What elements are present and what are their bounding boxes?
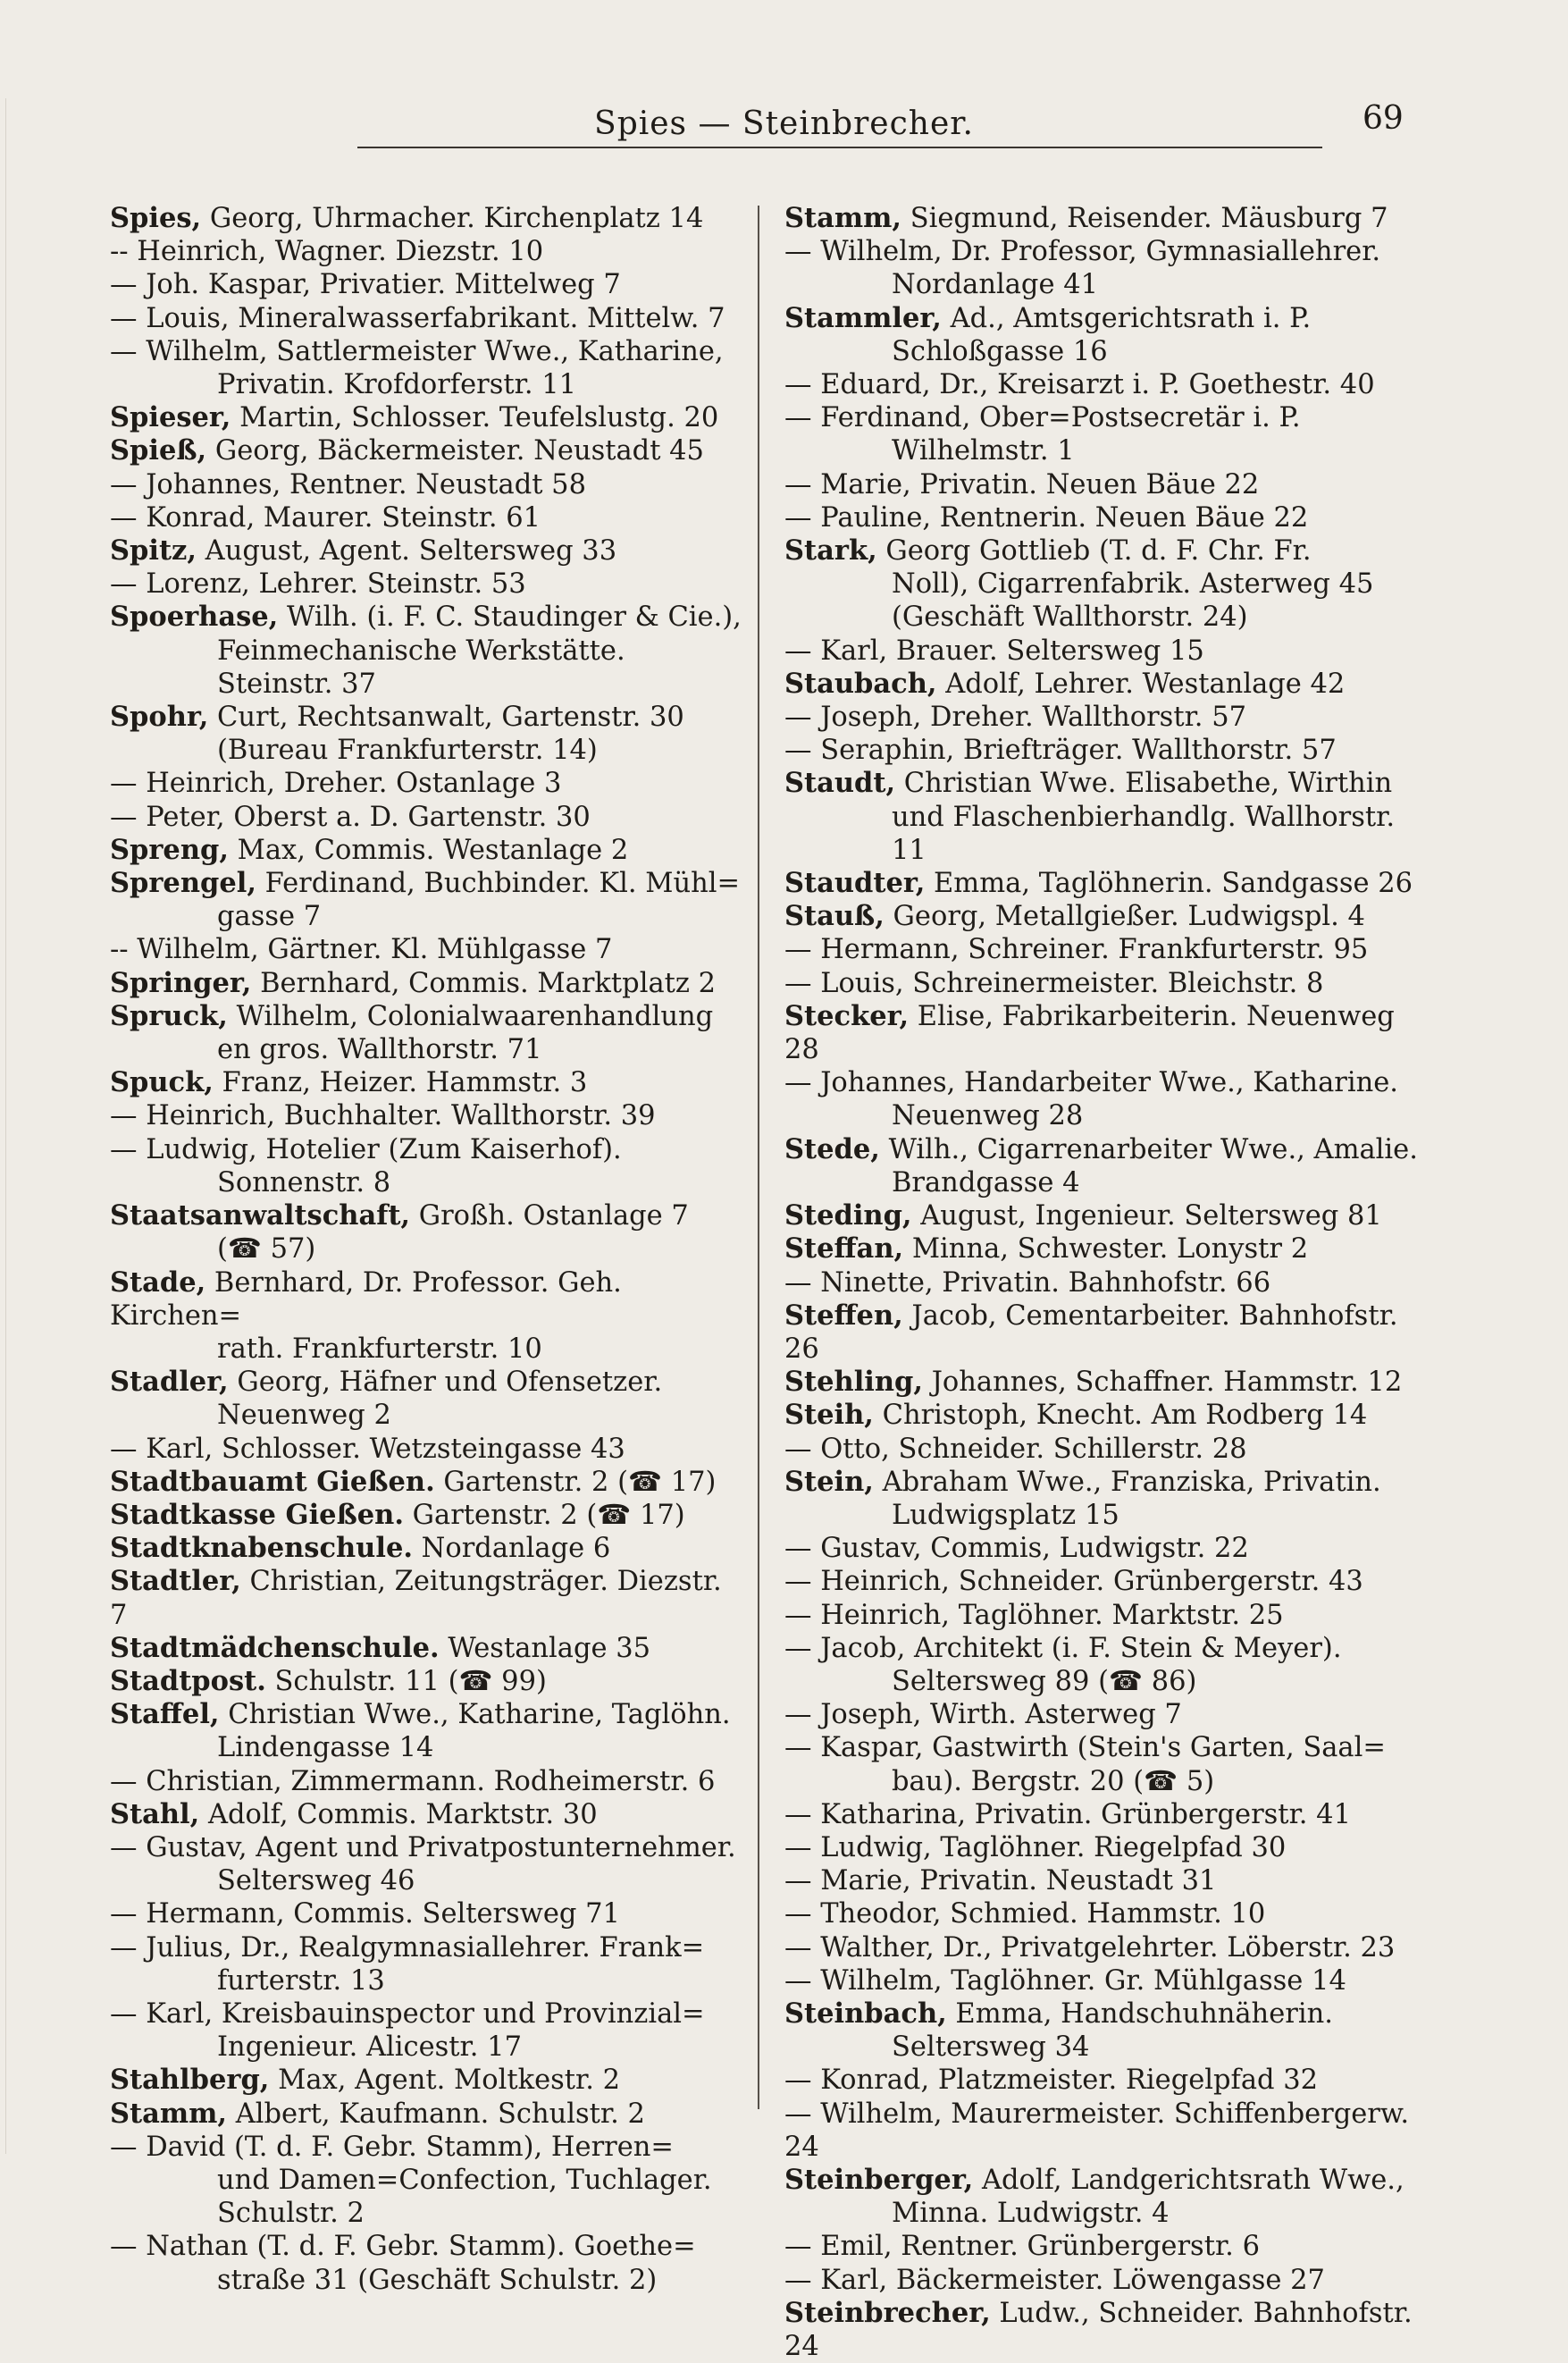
directory-entry	[784, 1532, 1419, 1565]
entry-name: Stadtbauamt Gießen.	[110, 1465, 435, 1498]
directory-entry	[110, 1997, 744, 2064]
entry-text: — Heinrich, Dreher. Ostanlage 3	[110, 768, 562, 800]
entry-text: Siegmund, Reisender. Mäusburg 7	[901, 203, 1388, 234]
entry-name: Spuck,	[110, 1066, 214, 1099]
entry-text: Ludw., Schneider. Bahnhofstr. 24	[784, 2297, 1413, 2362]
directory-entry	[110, 1532, 744, 1565]
entry-name: Spitz,	[110, 534, 197, 568]
page-number: 69	[1363, 100, 1404, 137]
entry-name: Stark,	[784, 534, 877, 568]
directory-entry	[784, 1897, 1419, 1930]
entry-text: — Johannes, Handarbeiter Wwe., Katharine.	[784, 1067, 1398, 1099]
directory-entry	[784, 2098, 1419, 2164]
entry-text: — Eduard, Dr., Kreisarzt i. P. Goethestr. 40	[784, 369, 1375, 401]
directory-entry	[110, 335, 744, 401]
entry-continuation: Noll), Cigarrenfabrik. Asterweg 45	[892, 568, 1374, 601]
entry-text: Westanlage 35	[439, 1632, 651, 1664]
entry-name: Steffen,	[784, 1299, 903, 1332]
entry-continuation: rath. Frankfurterstr. 10	[217, 1333, 542, 1365]
entry-text: — David (T. d. F. Gebr. Stamm), Herren=	[110, 2131, 674, 2163]
entry-name: Staubach,	[784, 667, 937, 700]
directory-entry	[784, 202, 1419, 235]
header-rule	[357, 147, 1322, 148]
entry-name: Staffel,	[110, 1698, 220, 1731]
entry-text: Gartenstr. 2 (☎ 17)	[403, 1499, 685, 1531]
directory-entry	[110, 1698, 744, 1764]
entry-text: — Ludwig, Taglöhner. Riegelpfad 30	[784, 1831, 1287, 1863]
entry-text: Christian Wwe. Elisabethe, Wirthin	[895, 768, 1393, 800]
entry-continuation: bau). Bergstr. 20 (☎ 5)	[892, 1765, 1215, 1797]
right-column	[784, 202, 1419, 2363]
directory-entry	[784, 867, 1419, 900]
entry-text: Franz, Heizer. Hammstr. 3	[213, 1067, 588, 1099]
entry-text: Emma, Handschuhnäherin.	[946, 1997, 1333, 2030]
column-divider	[758, 206, 759, 2109]
entry-text: — Joseph, Wirth. Asterweg 7	[784, 1699, 1182, 1731]
directory-entry	[110, 1000, 744, 1066]
entry-text: — Johannes, Rentner. Neustadt 58	[110, 468, 586, 500]
entry-text: Martin, Schlosser. Teufelslustg. 20	[231, 402, 719, 434]
directory-entry	[110, 468, 744, 501]
entry-name: Spoerhase,	[110, 601, 279, 634]
entry-text: — Karl, Brauer. Seltersweg 15	[784, 635, 1204, 667]
entry-text: Nordanlage 6	[412, 1533, 611, 1565]
directory-entry	[784, 1399, 1419, 1432]
directory-entry	[110, 834, 744, 867]
directory-entry	[784, 1698, 1419, 1731]
entry-text: August, Ingenieur. Seltersweg 81	[911, 1200, 1382, 1232]
entry-text: — Walther, Dr., Privatgelehrter. Löberstr. 23	[784, 1931, 1396, 1964]
entry-text: Christoph, Knecht. Am Rodberg 14	[873, 1400, 1368, 1432]
page-edge-shadow	[5, 98, 26, 2154]
entry-text: — Joh. Kaspar, Privatier. Mittelweg 7	[110, 269, 621, 301]
directory-entry	[110, 534, 744, 568]
entry-text: — Wilhelm, Taglöhner. Gr. Mühlgasse 14	[784, 1964, 1346, 1997]
directory-entry	[784, 1599, 1419, 1632]
directory-entry	[784, 1964, 1419, 1997]
directory-entry	[784, 635, 1419, 668]
directory-entry	[110, 967, 744, 1000]
entry-text: — Marie, Privatin. Neuen Bäue 22	[784, 468, 1260, 500]
entry-continuation: Lindengasse 14	[217, 1732, 434, 1764]
entry-name: Stadtmädchenschule.	[110, 1631, 440, 1664]
entry-text: — Christian, Zimmermann. Rodheimerstr. 6	[110, 1765, 716, 1797]
entry-continuation: Feinmechanische Werkstätte. Steinstr. 37	[217, 635, 625, 700]
entry-continuation: (Geschäft Wallthorstr. 24)	[892, 601, 1248, 634]
entry-text: Adolf, Commis. Marktstr. 30	[199, 1798, 598, 1830]
directory-entry	[110, 302, 744, 335]
directory-entry	[110, 1565, 744, 1631]
directory-entry	[784, 2064, 1419, 2097]
entry-continuation: Seltersweg 34	[892, 2031, 1090, 2064]
directory-entry	[784, 302, 1419, 368]
directory-entry	[110, 1831, 744, 1897]
directory-entry	[110, 1266, 744, 1367]
directory-entry	[110, 2098, 744, 2131]
directory-entry	[784, 401, 1419, 467]
directory-entry	[784, 2164, 1419, 2230]
entry-text: — Wilhelm, Maurermeister. Schiffenbergerw. 24	[784, 2098, 1410, 2163]
entry-text: Wilh., Cigarrenarbeiter Wwe., Amalie.	[879, 1133, 1418, 1165]
directory-entry	[784, 468, 1419, 501]
entry-text: Gartenstr. 2 (☎ 17)	[434, 1466, 717, 1498]
entry-name: Stahlberg,	[110, 2064, 270, 2097]
entry-text: — Nathan (T. d. F. Gebr. Stamm). Goethe=	[110, 2231, 696, 2263]
entry-name: Stahl,	[110, 1797, 200, 1830]
directory-entry	[784, 368, 1419, 401]
entry-text: Johannes, Schaffner. Hammstr. 12	[923, 1367, 1403, 1399]
directory-entry	[784, 734, 1419, 767]
entry-text: -- Wilhelm, Gärtner. Kl. Mühlgasse 7	[110, 934, 613, 966]
directory-entry	[784, 900, 1419, 933]
entry-name: Steinbach,	[784, 1997, 947, 2030]
directory-entry	[110, 501, 744, 534]
directory-entry	[784, 1997, 1419, 2064]
directory-entry	[784, 1232, 1419, 1266]
entry-continuation: en gros. Wallthorstr. 71	[217, 1034, 542, 1066]
entry-name: Stamm,	[784, 202, 902, 234]
directory-entry	[784, 1466, 1419, 1532]
directory-entry	[784, 668, 1419, 701]
entry-text: — Kaspar, Gastwirth (Stein's Garten, Saal=	[784, 1732, 1386, 1764]
directory-entry	[784, 701, 1419, 734]
entry-text: August, Agent. Seltersweg 33	[196, 535, 617, 568]
entry-text: Georg, Bäckermeister. Neustadt 45	[206, 435, 704, 467]
entry-continuation: Schulstr. 2	[217, 2198, 365, 2230]
directory-entry	[110, 1798, 744, 1831]
directory-entry	[110, 1433, 744, 1466]
entry-text: — Karl, Kreisbauinspector und Provinzial=	[110, 1997, 705, 2030]
entry-name: Spruck,	[110, 999, 228, 1032]
directory-entry	[784, 1931, 1419, 1964]
directory-entry	[784, 1831, 1419, 1864]
entry-continuation: Neuenweg 28	[892, 1100, 1084, 1132]
entry-name: Stede,	[784, 1132, 880, 1165]
entry-text: — Heinrich, Taglöhner. Marktstr. 25	[784, 1599, 1284, 1631]
directory-entry	[110, 1499, 744, 1532]
entry-text: — Seraphin, Briefträger. Wallthorstr. 57	[784, 735, 1337, 767]
entry-continuation: Wilhelmstr. 1	[892, 435, 1075, 467]
entry-name: Stecker,	[784, 999, 910, 1032]
entry-continuation: (☎ 57)	[217, 1233, 316, 1266]
entry-continuation: und Flaschenbierhandlg. Wallhorstr. 11	[892, 801, 1396, 866]
entry-text: — Ferdinand, Ober=Postsecretär i. P.	[784, 402, 1301, 434]
directory-entry	[784, 2297, 1419, 2363]
directory-entry	[784, 1133, 1419, 1199]
entry-continuation: Nordanlage 41	[892, 269, 1098, 301]
entry-continuation: Seltersweg 46	[217, 1865, 415, 1897]
entry-name: Stehling,	[784, 1366, 923, 1399]
entry-continuation: Minna. Ludwigstr. 4	[892, 2198, 1170, 2230]
entry-name: Stadtknabenschule.	[110, 1532, 413, 1565]
directory-entry	[784, 1731, 1419, 1797]
entry-text: Max, Agent. Moltkestr. 2	[269, 2064, 621, 2097]
directory-entry	[110, 1066, 744, 1099]
entry-name: Spies,	[110, 202, 202, 234]
directory-entry	[110, 1931, 744, 1997]
entry-text: — Otto, Schneider. Schillerstr. 28	[784, 1433, 1247, 1465]
entry-name: Stadler,	[110, 1366, 229, 1399]
entry-continuation: furterstr. 13	[217, 1964, 385, 1997]
entry-text: — Konrad, Platzmeister. Riegelpfad 32	[784, 2064, 1319, 2097]
entry-text: — Ludwig, Hotelier (Zum Kaiserhof).	[110, 1133, 622, 1165]
directory-entry	[784, 1299, 1419, 1366]
entry-text: — Gustav, Commis, Ludwigstr. 22	[784, 1533, 1249, 1565]
entry-text: Jacob, Cementarbeiter. Bahnhofstr. 26	[784, 1299, 1398, 1365]
directory-entry	[784, 1798, 1419, 1831]
entry-text: Emma, Taglöhnerin. Sandgasse 26	[925, 868, 1413, 900]
entry-text: Max, Commis. Westanlage 2	[228, 834, 629, 866]
directory-entry	[110, 2131, 744, 2231]
entry-text: Ad., Amtsgerichtsrath i. P.	[941, 302, 1312, 334]
entry-name: Staudter,	[784, 867, 926, 900]
directory-entry	[110, 1466, 744, 1499]
directory-entry	[110, 933, 744, 966]
entry-text: -- Heinrich, Wagner. Diezstr. 10	[110, 236, 544, 268]
directory-entry	[784, 1565, 1419, 1598]
entry-continuation: und Damen=Confection, Tuchlager.	[217, 2164, 712, 2196]
entry-text: — Pauline, Rentnerin. Neuen Bäue 22	[784, 501, 1309, 534]
directory-entry	[110, 701, 744, 767]
entry-text: — Hermann, Commis. Seltersweg 71	[110, 1898, 620, 1930]
entry-name: Steffan,	[784, 1232, 904, 1266]
directory-entry	[110, 1632, 744, 1665]
directory-entry	[110, 1897, 744, 1930]
entry-name: Steinberger,	[784, 2163, 974, 2196]
entry-name: Steding,	[784, 1199, 912, 1232]
directory-entry	[110, 2064, 744, 2097]
directory-entry	[110, 867, 744, 933]
directory-entry	[110, 1099, 744, 1132]
directory-entry	[784, 1266, 1419, 1299]
left-column	[110, 202, 744, 2297]
directory-entry	[110, 434, 744, 467]
entry-name: Stade,	[110, 1266, 206, 1299]
entry-text: — Karl, Schlosser. Wetzsteingasse 43	[110, 1433, 625, 1465]
entry-name: Stamm,	[110, 2097, 228, 2130]
entry-name: Stadtler,	[110, 1565, 241, 1598]
entry-text: — Louis, Mineralwasserfabrikant. Mittelw. 7	[110, 302, 725, 334]
entry-text: Christian, Zeitungsträger. Diezstr. 7	[110, 1566, 722, 1631]
entry-text: Georg, Häfner und Ofensetzer.	[228, 1367, 663, 1399]
entry-continuation: Schloßgasse 16	[892, 335, 1108, 367]
entry-text: — Heinrich, Schneider. Grünbergerstr. 43	[784, 1566, 1363, 1598]
directory-entry	[110, 601, 744, 701]
entry-text: Abraham Wwe., Franziska, Privatin.	[873, 1466, 1381, 1498]
entry-name: Springer,	[110, 966, 252, 999]
entry-name: Sprengel,	[110, 867, 256, 900]
entry-text: Elise, Fabrikarbeiterin. Neuenweg 28	[784, 1000, 1395, 1066]
entry-name: Steinbrecher,	[784, 2296, 991, 2329]
directory-entry	[784, 967, 1419, 1000]
directory-entry	[110, 767, 744, 800]
directory-entry	[784, 2264, 1419, 2297]
directory-entry	[110, 568, 744, 601]
entry-name: Staatsanwaltschaft,	[110, 1199, 411, 1232]
directory-entry	[784, 235, 1419, 301]
entry-text: — Julius, Dr., Realgymnasiallehrer. Frank=	[110, 1931, 705, 1964]
entry-text: — Joseph, Dreher. Wallthorstr. 57	[784, 702, 1247, 734]
entry-continuation: Seltersweg 89 (☎ 86)	[892, 1665, 1197, 1697]
entry-text: Georg, Metallgießer. Ludwigspl. 4	[884, 901, 1365, 933]
entry-text: Bernhard, Commis. Marktplatz 2	[251, 967, 717, 999]
entry-continuation: (Bureau Frankfurterstr. 14)	[217, 735, 598, 767]
entry-text: Minna, Schwester. Lonystr 2	[903, 1233, 1309, 1266]
directory-entry	[110, 268, 744, 301]
entry-continuation: Sonnenstr. 8	[217, 1166, 391, 1198]
entry-name: Spreng,	[110, 833, 229, 866]
entry-text: Georg, Uhrmacher. Kirchenplatz 14	[201, 203, 704, 234]
entry-name: Spohr,	[110, 701, 209, 734]
entry-text: — Wilhelm, Dr. Professor, Gymnasiallehrer.	[784, 236, 1381, 268]
directory-entry	[110, 2230, 744, 2296]
directory-entry	[110, 202, 744, 235]
directory-entry	[784, 1199, 1419, 1232]
directory-entry	[110, 1199, 744, 1266]
entry-text: Curt, Rechtsanwalt, Gartenstr. 30	[208, 702, 684, 734]
entry-text: Wilh. (i. F. C. Staudinger & Cie.),	[278, 601, 742, 634]
directory-entry	[784, 1066, 1419, 1132]
entry-text: — Katharina, Privatin. Grünbergerstr. 41	[784, 1798, 1351, 1830]
entry-name: Stauß,	[784, 900, 885, 933]
entry-text: Großh. Ostanlage 7	[410, 1200, 689, 1232]
entry-text: — Theodor, Schmied. Hammstr. 10	[784, 1898, 1266, 1930]
directory-entry	[784, 1864, 1419, 1897]
entry-text: — Ninette, Privatin. Bahnhofstr. 66	[784, 1266, 1271, 1299]
entry-text: — Konrad, Maurer. Steinstr. 61	[110, 501, 541, 534]
entry-text: Bernhard, Dr. Professor. Geh. Kirchen=	[110, 1266, 622, 1332]
directory-entry	[110, 235, 744, 268]
entry-name: Stein,	[784, 1465, 874, 1498]
entry-continuation: Privatin. Krofdorferstr. 11	[217, 369, 577, 401]
entry-continuation: Ludwigsplatz 15	[892, 1499, 1119, 1531]
entry-text: Ferdinand, Buchbinder. Kl. Mühl=	[256, 868, 741, 900]
entry-name: Stadtpost.	[110, 1664, 266, 1697]
entry-text: Georg Gottlieb (T. d. F. Chr. Fr.	[876, 535, 1312, 568]
directory-entry	[784, 1632, 1419, 1698]
directory-entry	[784, 501, 1419, 534]
entry-text: Albert, Kaufmann. Schulstr. 2	[227, 2098, 645, 2130]
entry-continuation: Brandgasse 4	[892, 1166, 1080, 1198]
entry-text: — Wilhelm, Sattlermeister Wwe., Katharine,	[110, 335, 724, 367]
directory-entry	[784, 1366, 1419, 1399]
entry-text: Christian Wwe., Katharine, Taglöhn.	[219, 1699, 731, 1731]
entry-name: Steih,	[784, 1399, 874, 1432]
entry-text: — Heinrich, Buchhalter. Wallthorstr. 39	[110, 1100, 656, 1132]
entry-name: Stammler,	[784, 301, 942, 334]
entry-text: — Lorenz, Lehrer. Steinstr. 53	[110, 568, 526, 601]
entry-text: — Gustav, Agent und Privatpostunternehmer.	[110, 1831, 736, 1863]
entry-name: Staudt,	[784, 767, 896, 800]
entry-text: — Peter, Oberst a. D. Gartenstr. 30	[110, 801, 591, 833]
running-head: Spies — Steinbrecher.	[594, 105, 974, 142]
entry-name: Spieß,	[110, 434, 207, 467]
entry-text: — Emil, Rentner. Grünbergerstr. 6	[784, 2231, 1260, 2263]
entry-text: Adolf, Landgerichtsrath Wwe.,	[973, 2164, 1404, 2196]
directory-entry	[784, 933, 1419, 966]
directory-entry	[110, 1366, 744, 1432]
directory-entry	[784, 1433, 1419, 1466]
entry-text: — Hermann, Schreiner. Frankfurterstr. 95	[784, 934, 1369, 966]
entry-continuation: Neuenweg 2	[217, 1400, 391, 1432]
entry-name: Spieser,	[110, 401, 231, 434]
directory-entry	[784, 2230, 1419, 2263]
directory-entry	[784, 534, 1419, 635]
entry-text: — Marie, Privatin. Neustadt 31	[784, 1865, 1217, 1897]
entry-text: — Louis, Schreinermeister. Bleichstr. 8	[784, 967, 1324, 999]
directory-entry	[110, 801, 744, 834]
entry-text: Adolf, Lehrer. Westanlage 42	[936, 668, 1346, 700]
directory-entry	[110, 1765, 744, 1798]
entry-text: — Jacob, Architekt (i. F. Stein & Meyer).	[784, 1632, 1342, 1664]
directory-entry	[110, 1133, 744, 1199]
directory-entry	[110, 401, 744, 434]
directory-entry	[784, 767, 1419, 867]
entry-text: — Karl, Bäckermeister. Löwengasse 27	[784, 2264, 1325, 2296]
entry-text: Wilhelm, Colonialwaarenhandlung	[227, 1000, 714, 1032]
directory-entry	[784, 1000, 1419, 1066]
entry-text: Schulstr. 11 (☎ 99)	[265, 1665, 547, 1697]
entry-continuation: Ingenieur. Alicestr. 17	[217, 2031, 522, 2064]
entry-name: Stadtkasse Gießen.	[110, 1498, 404, 1531]
entry-continuation: gasse 7	[217, 901, 322, 933]
entry-continuation: straße 31 (Geschäft Schulstr. 2)	[217, 2264, 658, 2296]
directory-entry	[110, 1665, 744, 1698]
